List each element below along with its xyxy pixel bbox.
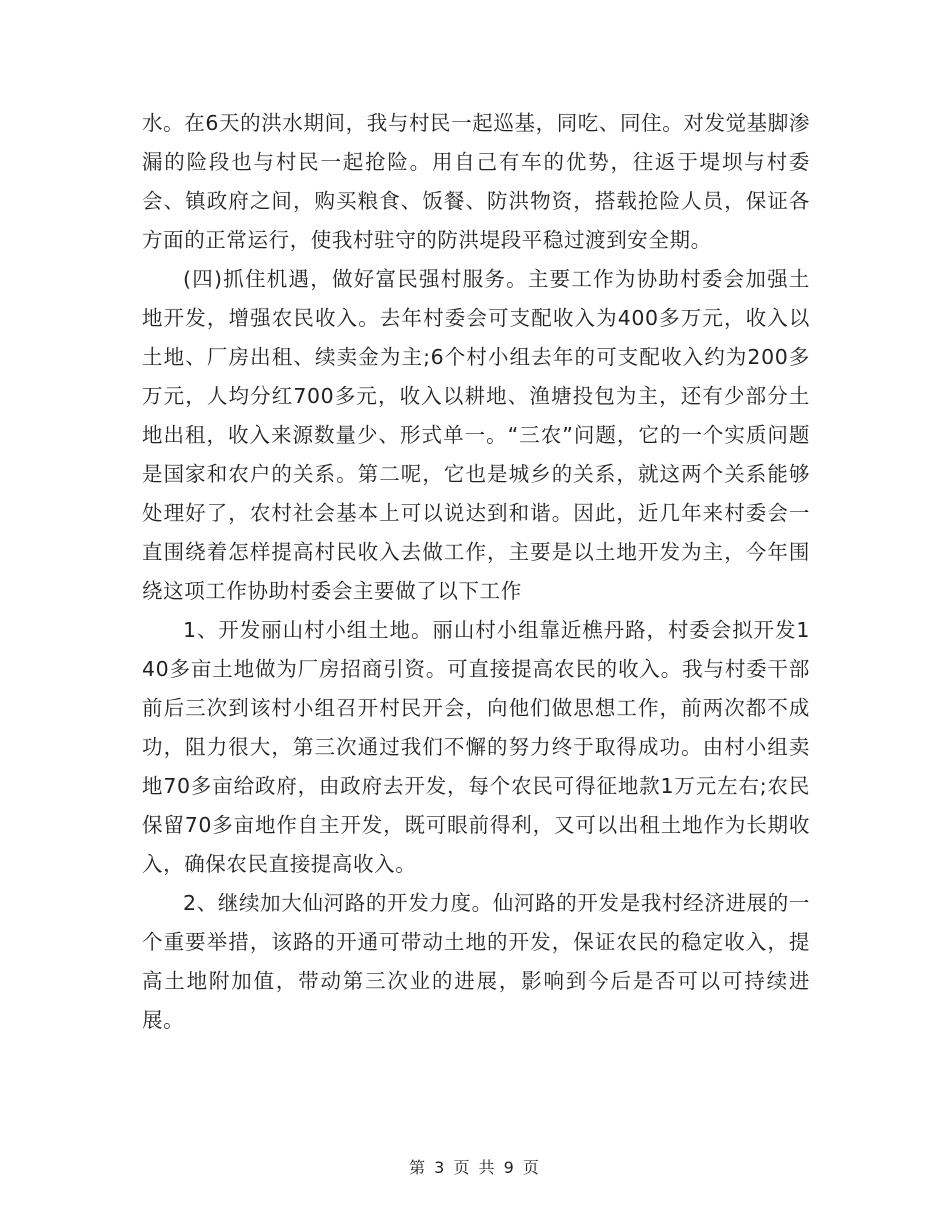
paragraph-flood-duty: 水。在6天的洪水期间，我与村民一起巡基，同吃、同住。对发觉基脚渗漏的险段也与村民一起抢险。用自己有车的优势，往返于堤坝与村委会、镇政府之间，购买粮食、饭餐、防洪物资，搭载抢险人员，保证各方面的正常运行，使我村驻守的防洪堤段平稳过渡到安全期。 xyxy=(142,111,810,252)
paragraph-lishan-land-development: 1、开发丽山村小组土地。丽山村小组靠近樵丹路，村委会拟开发140多亩土地做为厂房招商引资。可直接提高农民的收入。我与村委干部前后三次到该村小组召开村民开会，向他们做思想工作，前两次都不成功，阻力很大，第三次通过我们不懈的努力终于取得成功。由村小组卖地70多亩给政府，由政府去开发，每个农民可得征地款1万元左右;农民保留70多亩地作自主开发，既可眼前得利，又可以出租土地作为长期收入，确保农民直接提高收入。 xyxy=(142,618,810,876)
page-number-footer: 第 3 页 共 9 页 xyxy=(409,1158,541,1177)
paragraph-rich-village-service: (四)抓住机遇，做好富民强村服务。主要工作为协助村委会加强土地开发，增强农民收入。去年村委会可支配收入为400多万元，收入以土地、厂房出租、续卖金为主;6个村小组去年的可支配收入约为200多万元，人均分红700多元，收入以耕地、渔塘投包为主，还有少部分土地出租，收入来源数量少、形式单一。“三农”问题，它的一个实质问题是国家和农户的关系。第二呢，它也是城乡的关系，就这两个关系能够处理好了，农村社会基本上可以说达到和谐。因此，近几年来村委会一直围绕着怎样提高村民收入去做工作，主要是以土地开发为主，今年围绕这项工作协助村委会主要做了以下工作 xyxy=(142,267,810,603)
paragraph-xianhe-road-development: 2、继续加大仙河路的开发力度。仙河路的开发是我村经济进展的一个重要举措，该路的开通可带动土地的开发，保证农民的稳定收入，提高土地附加值，带动第三次业的进展，影响到今后是否可以可持续进展。 xyxy=(142,891,810,1032)
body-text xyxy=(142,104,810,1040)
